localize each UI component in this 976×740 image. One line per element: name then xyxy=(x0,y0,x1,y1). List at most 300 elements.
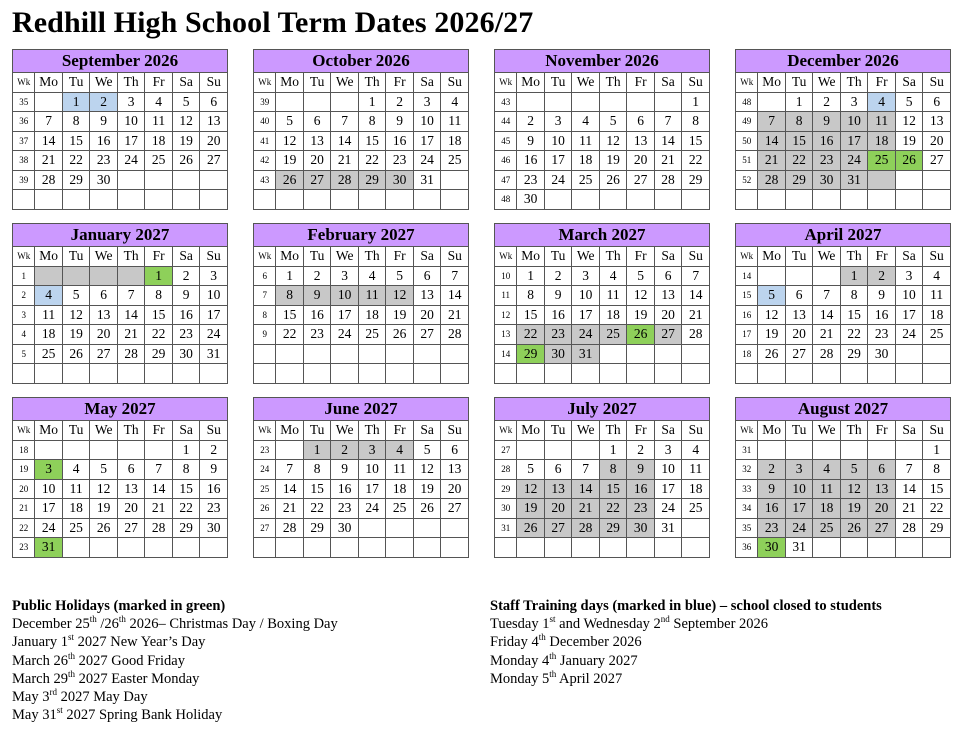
day-cell: 23 xyxy=(517,170,544,190)
day-cell: 29 xyxy=(358,170,386,190)
week-number: 27 xyxy=(254,518,276,538)
month-name: September 2026 xyxy=(13,50,228,73)
day-cell: 21 xyxy=(35,151,63,171)
day-cell: 28 xyxy=(35,170,63,190)
ordinal-suffix: th xyxy=(118,614,126,625)
day-cell: 28 xyxy=(654,170,681,190)
day-cell xyxy=(682,538,710,558)
weekday-header: Sa xyxy=(654,73,681,93)
day-cell xyxy=(544,92,571,112)
day-cell xyxy=(276,364,304,384)
day-cell: 22 xyxy=(62,151,90,171)
day-cell: 5 xyxy=(172,92,200,112)
day-cell xyxy=(923,190,951,210)
week-number xyxy=(495,364,517,384)
day-cell: 1 xyxy=(517,266,545,286)
day-cell xyxy=(599,364,627,384)
day-cell: 9 xyxy=(868,286,895,306)
day-cell: 20 xyxy=(117,499,145,519)
week-number: 1 xyxy=(13,266,35,286)
day-cell xyxy=(117,190,145,210)
week-number xyxy=(254,190,276,210)
day-cell: 28 xyxy=(145,518,173,538)
week-number: 48 xyxy=(736,92,758,112)
day-cell: 20 xyxy=(544,499,572,519)
weekday-header: Mo xyxy=(35,73,63,93)
day-cell: 17 xyxy=(358,479,385,499)
day-cell xyxy=(840,440,867,460)
week-number: 19 xyxy=(13,460,35,480)
day-cell: 6 xyxy=(544,460,572,480)
day-cell: 9 xyxy=(90,112,118,132)
month-name: December 2026 xyxy=(736,50,951,73)
weekday-header: Mo xyxy=(276,247,304,267)
weekday-header: We xyxy=(572,247,600,267)
day-cell: 18 xyxy=(441,131,469,151)
day-cell xyxy=(117,440,145,460)
day-cell: 24 xyxy=(117,151,145,171)
day-cell: 12 xyxy=(386,286,414,306)
day-cell xyxy=(441,364,469,384)
day-cell xyxy=(413,344,441,364)
day-cell: 17 xyxy=(572,305,600,325)
day-cell: 27 xyxy=(654,325,682,345)
day-cell: 13 xyxy=(303,131,331,151)
day-cell: 10 xyxy=(785,479,812,499)
day-cell: 21 xyxy=(572,499,600,519)
day-cell: 28 xyxy=(895,518,922,538)
month-name: August 2027 xyxy=(736,398,951,421)
day-cell xyxy=(303,344,331,364)
note-text: Friday 4 xyxy=(490,634,539,651)
day-cell: 5 xyxy=(90,460,118,480)
day-cell xyxy=(654,92,681,112)
day-cell: 26 xyxy=(895,151,923,171)
day-cell: 4 xyxy=(923,266,951,286)
week-number: 23 xyxy=(13,538,35,558)
day-cell: 16 xyxy=(813,131,841,151)
note-text: Monday 5 xyxy=(490,670,550,687)
day-cell: 29 xyxy=(682,170,710,190)
day-cell xyxy=(331,538,358,558)
day-cell: 6 xyxy=(200,92,228,112)
weekday-header: Sa xyxy=(413,73,441,93)
day-cell xyxy=(572,440,600,460)
day-cell xyxy=(654,344,682,364)
day-cell: 9 xyxy=(386,112,414,132)
month-name: March 2027 xyxy=(495,224,710,247)
day-cell: 3 xyxy=(413,92,441,112)
weekday-header: Wk xyxy=(495,421,517,441)
day-cell xyxy=(90,538,118,558)
day-cell: 11 xyxy=(441,112,469,132)
day-cell: 14 xyxy=(572,479,600,499)
week-number: 31 xyxy=(495,518,517,538)
weekday-header: Th xyxy=(599,247,627,267)
day-cell: 6 xyxy=(413,266,441,286)
day-cell: 21 xyxy=(276,499,303,519)
day-cell: 6 xyxy=(303,112,331,132)
day-cell: 16 xyxy=(868,305,895,325)
day-cell xyxy=(517,92,544,112)
day-cell xyxy=(62,538,90,558)
day-cell: 30 xyxy=(331,518,358,538)
weekday-header: Sa xyxy=(895,421,922,441)
day-cell xyxy=(200,364,228,384)
day-cell xyxy=(386,538,413,558)
day-cell: 4 xyxy=(358,266,386,286)
day-cell xyxy=(358,364,386,384)
day-cell: 14 xyxy=(145,479,173,499)
day-cell xyxy=(117,170,145,190)
day-cell: 19 xyxy=(599,151,626,171)
day-cell: 28 xyxy=(331,170,359,190)
day-cell: 11 xyxy=(358,286,386,306)
day-cell: 2 xyxy=(303,266,331,286)
week-number: 49 xyxy=(736,112,758,132)
staff-training-heading: Staff Training days (marked in blue) – school closed to students xyxy=(490,598,882,614)
weekday-header: We xyxy=(331,73,359,93)
day-cell: 14 xyxy=(276,479,303,499)
day-cell: 20 xyxy=(785,325,812,345)
day-cell xyxy=(413,190,441,210)
day-cell: 27 xyxy=(868,518,895,538)
day-cell xyxy=(923,364,951,384)
month-calendar xyxy=(735,223,951,384)
day-cell xyxy=(35,440,63,460)
day-cell: 28 xyxy=(758,170,786,190)
week-number xyxy=(254,364,276,384)
day-cell: 12 xyxy=(627,286,655,306)
day-cell: 5 xyxy=(517,460,545,480)
day-cell xyxy=(90,266,117,286)
week-number: 18 xyxy=(13,440,35,460)
day-cell: 19 xyxy=(627,305,655,325)
day-cell: 28 xyxy=(813,344,840,364)
day-cell: 2 xyxy=(90,92,118,112)
day-cell xyxy=(200,170,228,190)
day-cell: 24 xyxy=(572,325,600,345)
day-cell xyxy=(868,440,895,460)
weekday-header: Su xyxy=(682,247,710,267)
week-number: 15 xyxy=(736,286,758,306)
weekday-header: Su xyxy=(200,73,228,93)
day-cell: 5 xyxy=(62,286,89,306)
day-cell: 14 xyxy=(117,305,144,325)
day-cell: 15 xyxy=(145,305,172,325)
day-cell: 16 xyxy=(331,479,358,499)
day-cell: 7 xyxy=(331,112,359,132)
note-text: 2027 May Day xyxy=(56,689,148,706)
day-cell: 31 xyxy=(413,170,441,190)
month-calendar xyxy=(12,223,228,384)
note-line xyxy=(12,615,338,633)
day-cell: 2 xyxy=(517,112,544,132)
day-cell xyxy=(840,538,867,558)
day-cell: 7 xyxy=(441,266,469,286)
day-cell xyxy=(62,190,90,210)
day-cell: 19 xyxy=(276,151,304,171)
day-cell xyxy=(813,266,840,286)
day-cell: 3 xyxy=(35,460,63,480)
day-cell xyxy=(413,518,440,538)
day-cell: 4 xyxy=(868,92,896,112)
day-cell xyxy=(654,190,681,210)
day-cell: 9 xyxy=(331,460,358,480)
day-cell: 12 xyxy=(276,131,304,151)
day-cell: 21 xyxy=(813,325,840,345)
week-number xyxy=(13,190,35,210)
note-text: December 25 xyxy=(12,616,90,633)
day-cell: 24 xyxy=(840,151,868,171)
weekday-header: Tu xyxy=(785,73,813,93)
day-cell: 24 xyxy=(413,151,441,171)
week-number: 41 xyxy=(254,131,276,151)
day-cell: 21 xyxy=(682,305,710,325)
note-line xyxy=(490,652,882,670)
weekday-header: Th xyxy=(840,421,867,441)
weekday-header: Tu xyxy=(785,247,812,267)
day-cell: 9 xyxy=(172,286,199,306)
note-text: Tuesday 1 xyxy=(490,616,550,633)
week-number: 51 xyxy=(736,151,758,171)
day-cell xyxy=(868,538,895,558)
day-cell: 3 xyxy=(654,440,682,460)
month-name: October 2026 xyxy=(254,50,469,73)
week-number: 3 xyxy=(13,305,35,325)
day-cell: 17 xyxy=(654,479,682,499)
week-number: 10 xyxy=(495,266,517,286)
day-cell: 22 xyxy=(303,499,330,519)
day-cell: 22 xyxy=(517,325,545,345)
ordinal-suffix: th xyxy=(67,668,75,679)
day-cell xyxy=(413,538,440,558)
day-cell: 13 xyxy=(117,479,145,499)
day-cell: 30 xyxy=(544,344,572,364)
day-cell xyxy=(627,538,655,558)
ordinal-suffix: nd xyxy=(660,614,670,625)
day-cell: 8 xyxy=(358,112,386,132)
day-cell: 14 xyxy=(682,286,710,306)
day-cell: 19 xyxy=(840,499,867,519)
day-cell: 24 xyxy=(654,499,682,519)
day-cell: 30 xyxy=(172,344,199,364)
week-number: 22 xyxy=(13,518,35,538)
note-text: May 3 xyxy=(12,689,50,706)
day-cell: 22 xyxy=(172,499,200,519)
weekday-header: Th xyxy=(840,247,867,267)
day-cell xyxy=(117,538,145,558)
day-cell: 24 xyxy=(35,518,63,538)
day-cell xyxy=(517,440,545,460)
week-number: 43 xyxy=(495,92,517,112)
weekday-header: Wk xyxy=(736,421,758,441)
note-text: January 2027 xyxy=(556,652,638,669)
day-cell: 23 xyxy=(200,499,228,519)
weekday-header: Tu xyxy=(785,421,812,441)
week-number: 36 xyxy=(736,538,758,558)
day-cell: 24 xyxy=(544,170,571,190)
day-cell: 20 xyxy=(90,325,117,345)
day-cell xyxy=(895,538,922,558)
day-cell xyxy=(441,538,469,558)
weekday-header: Th xyxy=(840,73,868,93)
week-number: 8 xyxy=(254,305,276,325)
day-cell: 8 xyxy=(145,286,172,306)
day-cell xyxy=(172,170,200,190)
weekday-header: Th xyxy=(358,73,386,93)
day-cell: 28 xyxy=(276,518,303,538)
day-cell: 7 xyxy=(572,460,600,480)
day-cell xyxy=(517,538,545,558)
weekday-header: Wk xyxy=(13,73,35,93)
day-cell: 3 xyxy=(840,92,868,112)
day-cell: 23 xyxy=(758,518,785,538)
day-cell: 16 xyxy=(627,479,655,499)
day-cell xyxy=(923,344,951,364)
day-cell: 23 xyxy=(386,151,414,171)
weekday-header: Su xyxy=(923,73,951,93)
day-cell: 12 xyxy=(90,479,118,499)
day-cell: 25 xyxy=(923,325,951,345)
day-cell: 5 xyxy=(895,92,923,112)
day-cell: 4 xyxy=(441,92,469,112)
day-cell: 27 xyxy=(544,518,572,538)
day-cell xyxy=(599,190,626,210)
weekday-header: Tu xyxy=(544,421,572,441)
weekday-header: Su xyxy=(923,247,951,267)
day-cell: 16 xyxy=(303,305,331,325)
day-cell: 31 xyxy=(35,538,63,558)
day-cell xyxy=(386,518,413,538)
day-cell: 23 xyxy=(813,151,841,171)
day-cell xyxy=(572,92,599,112)
day-cell xyxy=(517,364,545,384)
day-cell xyxy=(303,190,331,210)
day-cell: 16 xyxy=(758,499,785,519)
weekday-header: Su xyxy=(682,73,710,93)
day-cell xyxy=(868,170,896,190)
day-cell xyxy=(386,344,414,364)
day-cell: 14 xyxy=(758,131,786,151)
weekday-header: Wk xyxy=(495,247,517,267)
day-cell: 19 xyxy=(172,131,200,151)
day-cell: 30 xyxy=(517,190,544,210)
day-cell xyxy=(145,538,173,558)
day-cell: 23 xyxy=(90,151,118,171)
day-cell xyxy=(654,364,682,384)
day-cell: 8 xyxy=(172,460,200,480)
weekday-header: Wk xyxy=(254,73,276,93)
weekday-header: Fr xyxy=(627,73,654,93)
day-cell: 18 xyxy=(682,479,710,499)
month-calendar xyxy=(494,49,710,210)
weekday-header: We xyxy=(572,421,600,441)
day-cell: 27 xyxy=(117,518,145,538)
day-cell xyxy=(200,190,228,210)
weekday-header: Mo xyxy=(517,73,544,93)
weekday-header: Th xyxy=(358,247,386,267)
day-cell: 16 xyxy=(90,131,118,151)
day-cell: 14 xyxy=(35,131,63,151)
day-cell: 29 xyxy=(517,344,545,364)
note-text: May 31 xyxy=(12,707,57,724)
day-cell: 17 xyxy=(544,151,571,171)
day-cell: 21 xyxy=(654,151,681,171)
day-cell: 25 xyxy=(62,518,90,538)
day-cell: 18 xyxy=(868,131,896,151)
day-cell: 18 xyxy=(386,479,413,499)
week-number: 44 xyxy=(495,112,517,132)
week-number: 43 xyxy=(254,170,276,190)
weekday-header: Sa xyxy=(172,421,200,441)
day-cell: 8 xyxy=(682,112,710,132)
day-cell: 27 xyxy=(923,151,951,171)
day-cell: 10 xyxy=(331,286,359,306)
day-cell: 1 xyxy=(303,440,330,460)
weekday-header: Tu xyxy=(303,73,331,93)
day-cell: 29 xyxy=(172,518,200,538)
day-cell xyxy=(62,266,89,286)
day-cell: 18 xyxy=(923,305,951,325)
day-cell xyxy=(654,538,682,558)
weekday-header: Mo xyxy=(517,421,545,441)
ordinal-suffix: st xyxy=(67,632,74,643)
day-cell xyxy=(682,190,710,210)
week-number: 39 xyxy=(13,170,35,190)
day-cell xyxy=(785,266,812,286)
day-cell xyxy=(895,190,923,210)
month-calendar xyxy=(253,49,469,210)
weekday-header: Mo xyxy=(517,247,545,267)
day-cell xyxy=(441,344,469,364)
week-number: 35 xyxy=(13,92,35,112)
day-cell: 13 xyxy=(654,286,682,306)
day-cell: 20 xyxy=(868,499,895,519)
day-cell: 8 xyxy=(923,460,951,480)
day-cell: 9 xyxy=(544,286,572,306)
ordinal-suffix: th xyxy=(549,668,557,679)
weekday-header: Mo xyxy=(276,73,304,93)
day-cell: 4 xyxy=(386,440,413,460)
weekday-header: Sa xyxy=(413,421,440,441)
day-cell: 12 xyxy=(599,131,626,151)
day-cell: 28 xyxy=(117,344,144,364)
day-cell: 12 xyxy=(517,479,545,499)
day-cell: 15 xyxy=(276,305,304,325)
weekday-header: Mo xyxy=(758,73,786,93)
day-cell: 12 xyxy=(413,460,440,480)
weekday-header: Tu xyxy=(62,247,89,267)
day-cell xyxy=(599,92,626,112)
day-cell: 4 xyxy=(682,440,710,460)
day-cell: 27 xyxy=(90,344,117,364)
ordinal-suffix: rd xyxy=(49,687,57,698)
day-cell: 26 xyxy=(276,170,304,190)
week-number: 52 xyxy=(736,170,758,190)
day-cell: 6 xyxy=(441,440,469,460)
day-cell: 12 xyxy=(840,479,867,499)
weekday-header: Sa xyxy=(654,247,682,267)
day-cell: 25 xyxy=(682,499,710,519)
day-cell: 6 xyxy=(117,460,145,480)
month-name: November 2026 xyxy=(495,50,710,73)
day-cell: 10 xyxy=(654,460,682,480)
weekday-header: Tu xyxy=(544,247,572,267)
day-cell: 16 xyxy=(200,479,228,499)
week-number: 17 xyxy=(736,325,758,345)
weekday-header: Sa xyxy=(172,73,200,93)
